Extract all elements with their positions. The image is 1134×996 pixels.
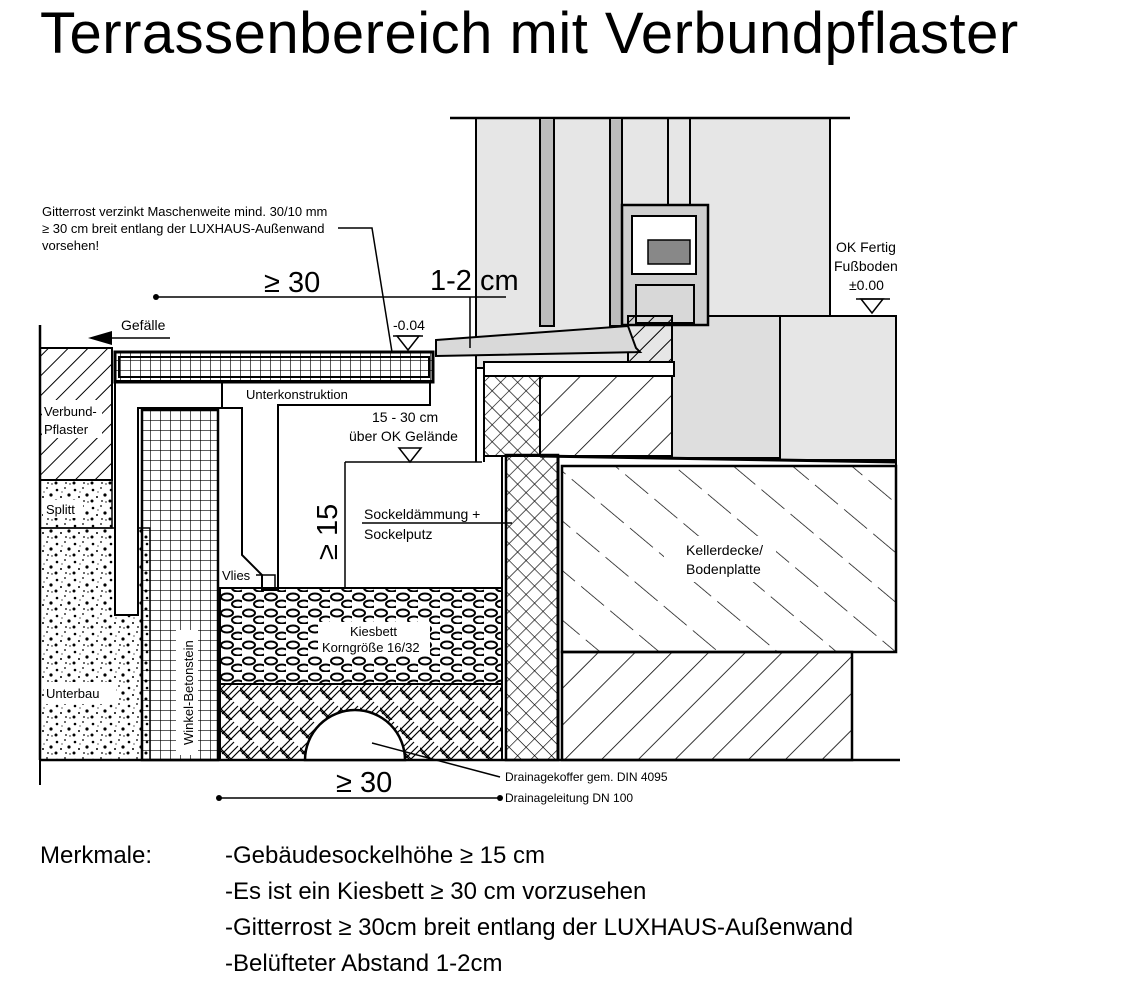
grit-label: Splitt (46, 502, 75, 517)
floor-label-line2: Fußboden (834, 258, 898, 274)
feature-item: -Gitterrost ≥ 30cm breit entlang der LUXHAUS-Außenwand (225, 914, 854, 941)
drain-pipe-label: Drainageleitung DN 100 (505, 791, 634, 805)
gap-label: 1-2 cm (430, 265, 519, 297)
slab-label-line2: Bodenplatte (686, 561, 761, 577)
grating (115, 352, 433, 382)
feature-item: -Es ist ein Kiesbett ≥ 30 cm vorzusehen (225, 878, 647, 905)
slope-label: Gefälle (121, 317, 166, 333)
level-marker-terrace (397, 336, 419, 350)
dim-bottom-label: ≥ 30 (336, 767, 393, 799)
drain-body-label: Drainagekoffer gem. DIN 4095 (505, 770, 668, 784)
paving-label-line1: Verbund- (44, 404, 97, 419)
basement-wall (562, 652, 852, 760)
angle-block-label: Winkel-Betonstein (181, 640, 196, 745)
level-marker-ground (399, 448, 421, 462)
slab-label-line1: Kellerdecke/ (686, 542, 764, 558)
substructure-label: Unterkonstruktion (246, 387, 348, 402)
grating-note-line1: Gitterrost verzinkt Maschenweite mind. 30/10 mm (42, 204, 328, 219)
feature-item: -Belüfteter Abstand 1-2cm (225, 950, 503, 977)
plinth-insulation (506, 455, 558, 760)
features-heading: Merkmale: (40, 842, 153, 869)
dim-plinth-label: ≥ 15 (312, 503, 344, 560)
above-ground-line2: über OK Gelände (349, 428, 458, 444)
grating-note-line3: vorsehen! (42, 238, 100, 253)
floor-label-line1: OK Fertig (836, 239, 896, 255)
insulation-label-line2: Sockelputz (364, 526, 433, 542)
feature-item: -Gebäudesockelhöhe ≥ 15 cm (225, 842, 546, 869)
base-label: Unterbau (46, 686, 100, 701)
floor-label-line3: ±0.00 (849, 277, 884, 293)
dim-top-label: ≥ 30 (264, 267, 321, 299)
page-title: Terrassenbereich mit Verbundpflaster (40, 1, 1019, 66)
above-ground-line1: 15 - 30 cm (372, 409, 439, 425)
paving-label-line2: Pflaster (44, 422, 89, 437)
insulation-label-line1: Sockeldämmung + (364, 506, 481, 522)
grating-note-line2: ≥ 30 cm breit entlang der LUXHAUS-Außenwand (42, 221, 325, 236)
gravel-label-line1: Kiesbett (350, 624, 397, 639)
features-list (225, 838, 853, 982)
terrace-level-label: -0.04 (393, 317, 425, 333)
gravel-label-line2: Korngröße 16/32 (322, 640, 420, 655)
fleece-label: Vlies (222, 568, 251, 583)
